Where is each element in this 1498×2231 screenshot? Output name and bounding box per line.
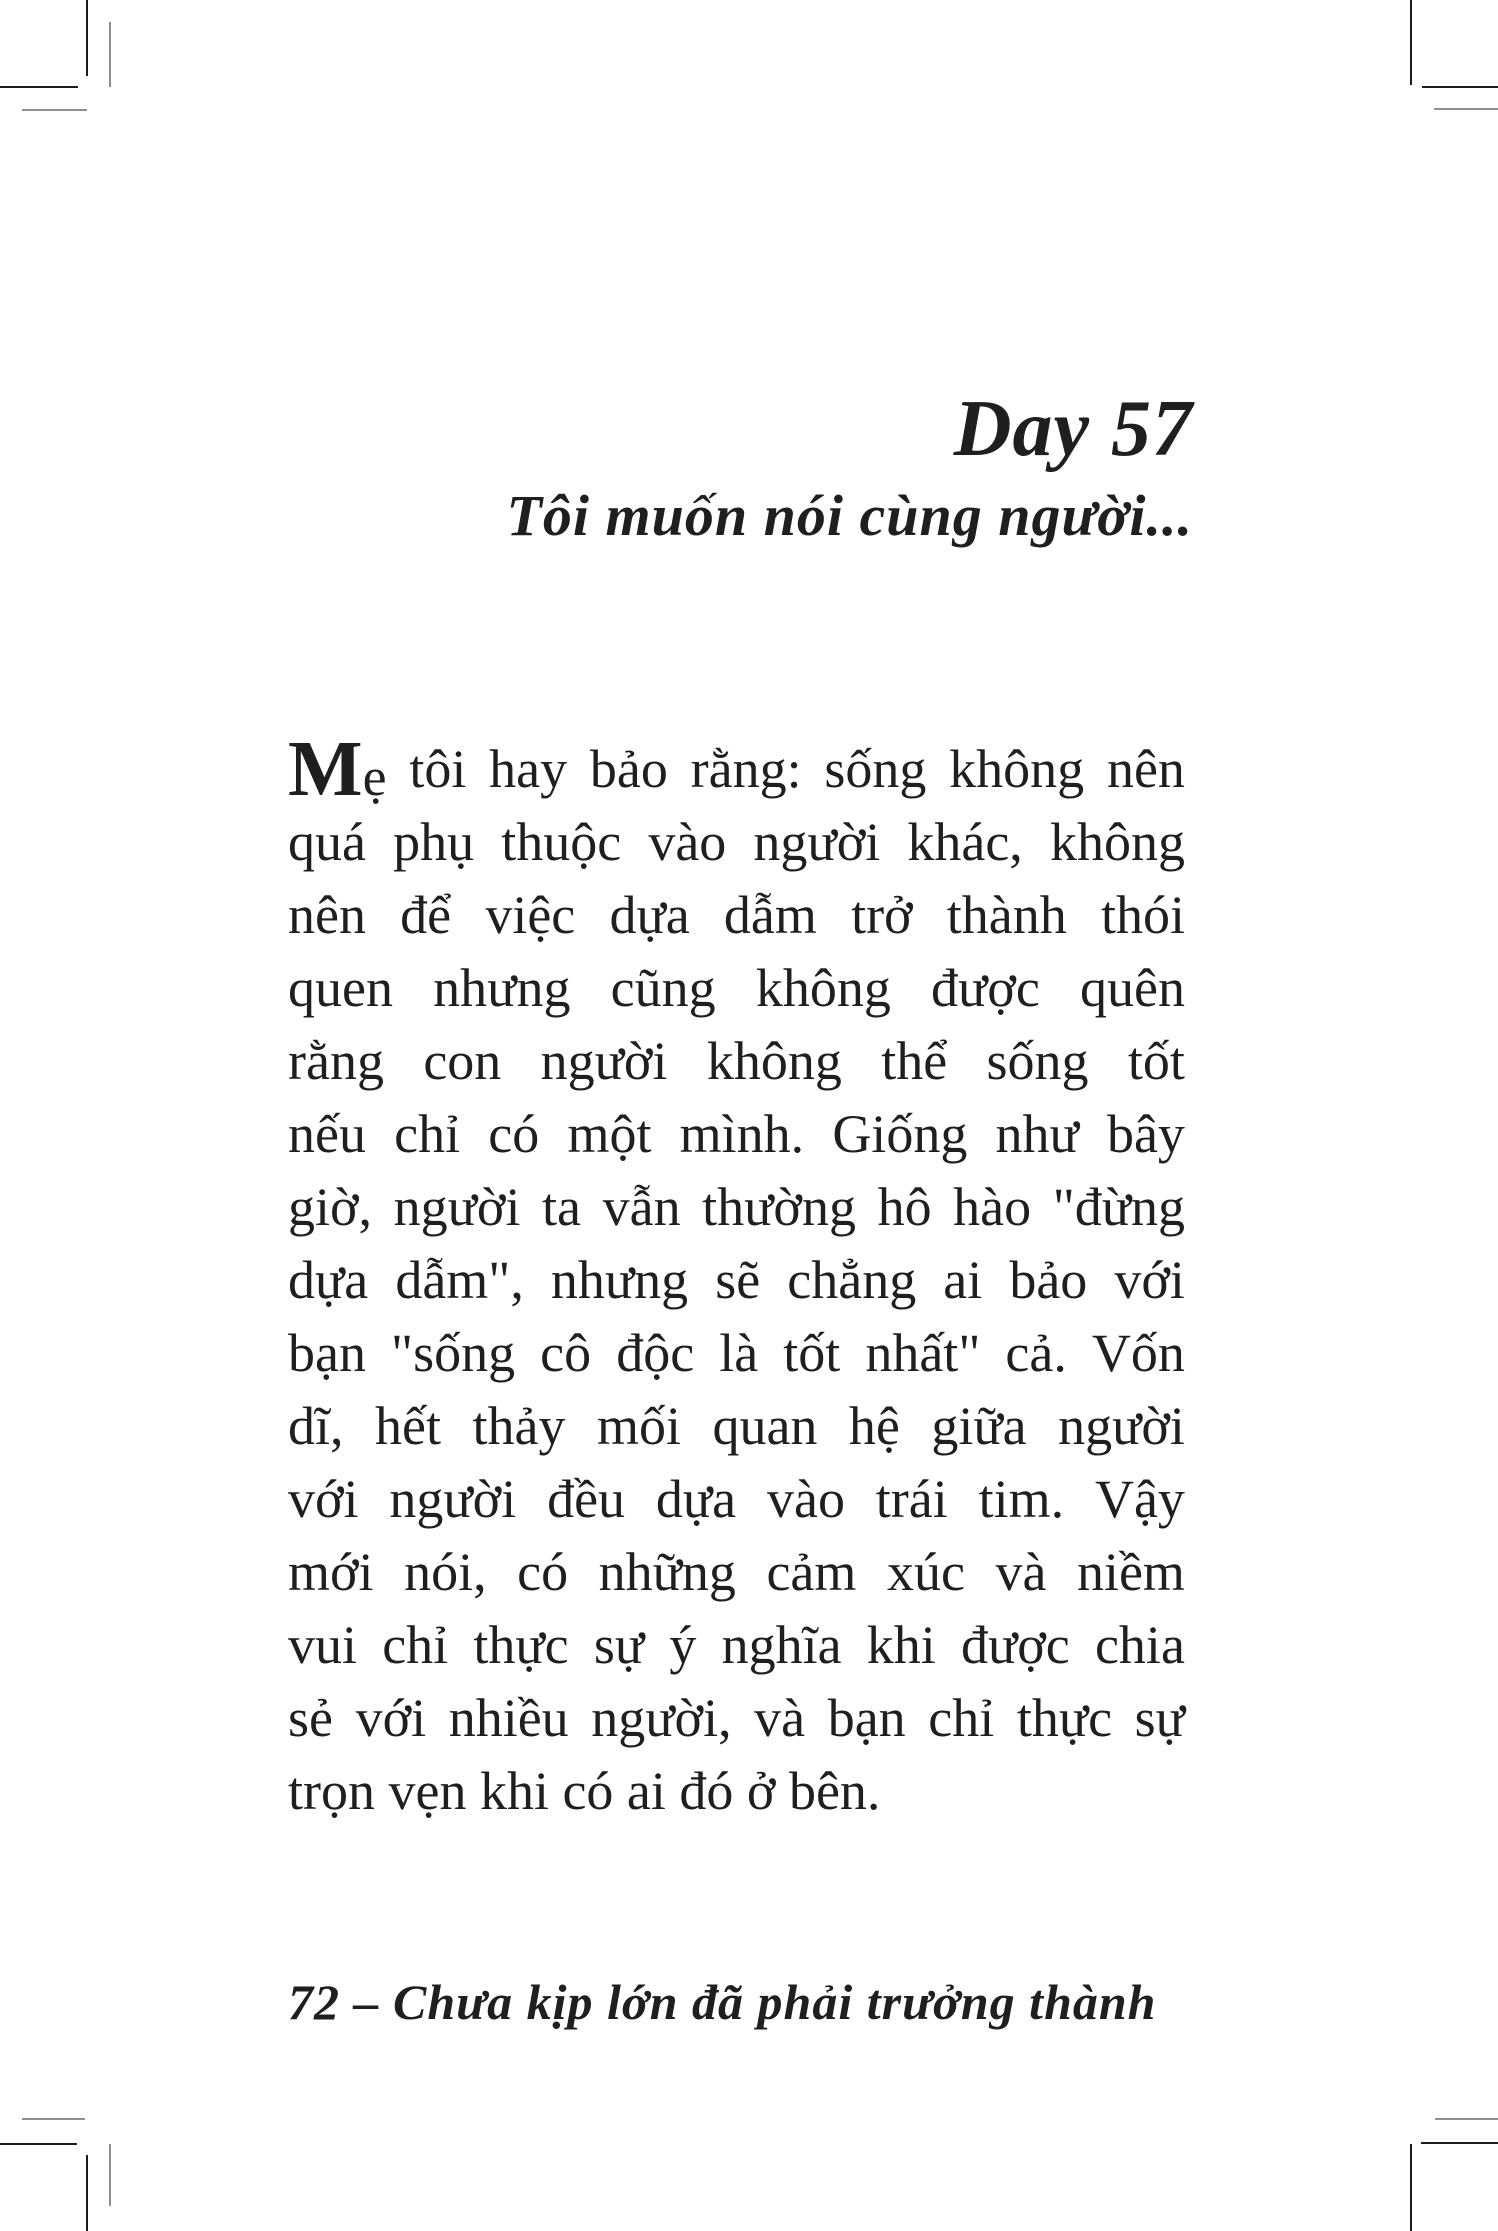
body-line: rằng con người không thể sống tốt xyxy=(288,1031,1185,1091)
body-line: quá phụ thuộc vào người khác, không xyxy=(288,812,1185,872)
body-line: nên để việc dựa dẫm trở thành thói xyxy=(288,885,1185,945)
crop-mark-bottom-right-horizontal xyxy=(1421,2142,1498,2144)
body-line: quen nhưng cũng không được quên xyxy=(288,958,1185,1018)
crop-mark-top-left-horizontal xyxy=(0,86,78,88)
crop-mark-top-right-horizontal xyxy=(1422,86,1498,88)
body-line: Mẹ tôi hay bảo rằng: sống không nên xyxy=(288,726,1185,813)
body-line: nếu chỉ có một mình. Giống như bây xyxy=(288,1104,1185,1164)
body-paragraph xyxy=(288,726,1185,1828)
crop-mark-bottom-left-vertical-ghost xyxy=(109,2144,111,2206)
body-line: sẻ với nhiều người, và bạn chỉ thực sự xyxy=(288,1688,1185,1748)
chapter-subtitle: Tôi muốn nói cùng người... xyxy=(506,483,1193,548)
crop-mark-top-left-vertical xyxy=(86,0,88,76)
body-line: trọn vẹn khi có ai đó ở bên. xyxy=(288,1761,881,1821)
crop-mark-bottom-right-vertical xyxy=(1410,2144,1412,2231)
crop-mark-bottom-left-horizontal xyxy=(0,2143,77,2145)
body-line: mới nói, có những cảm xúc và niềm xyxy=(288,1542,1185,1602)
body-line: dựa dẫm", nhưng sẽ chẳng ai bảo với xyxy=(288,1250,1185,1310)
body-line: với người đều dựa vào trái tim. Vậy xyxy=(288,1469,1185,1529)
page-footer: 72 – Chưa kịp lớn đã phải trưởng thành xyxy=(288,1974,1157,2030)
crop-mark-bottom-left-horizontal-ghost xyxy=(22,2118,85,2120)
crop-mark-top-right-horizontal-ghost xyxy=(1434,108,1498,110)
crop-mark-bottom-left-vertical xyxy=(86,2155,88,2231)
crop-mark-top-left-horizontal-ghost xyxy=(22,109,87,111)
crop-mark-bottom-right-horizontal-ghost xyxy=(1435,2118,1498,2120)
body-line: dĩ, hết thảy mối quan hệ giữa người xyxy=(288,1396,1185,1456)
crop-mark-top-right-vertical xyxy=(1410,0,1412,85)
body-line: bạn "sống cô độc là tốt nhất" cả. Vốn xyxy=(288,1323,1185,1383)
body-line: giờ, người ta vẫn thường hô hào "đừng xyxy=(288,1177,1185,1237)
body-line: vui chỉ thực sự ý nghĩa khi được chia xyxy=(288,1615,1185,1675)
chapter-title xyxy=(506,383,1193,557)
chapter-day-label: Day 57 xyxy=(953,385,1193,473)
crop-mark-top-left-vertical-ghost xyxy=(109,22,111,87)
drop-cap: M xyxy=(288,726,363,813)
